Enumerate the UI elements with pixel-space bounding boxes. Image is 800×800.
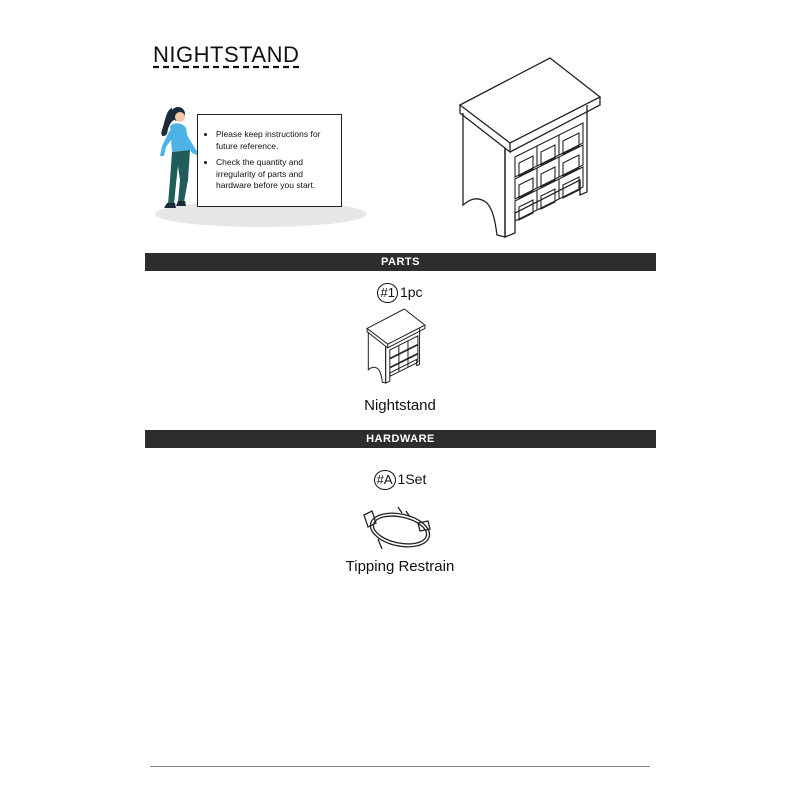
hardware-count-line [0, 470, 800, 490]
instructions-notice [197, 114, 342, 207]
hardware-id-badge: #A [374, 470, 396, 490]
part-id-badge: #1 [377, 283, 397, 303]
nightstand-part-drawing [365, 306, 427, 386]
hardware-name: Tipping Restrain [345, 558, 455, 575]
hardware-quantity: 1Set [397, 471, 427, 487]
nightstand-hero-drawing [455, 55, 605, 240]
footer-divider [150, 766, 650, 767]
page-title: NIGHTSTAND [153, 42, 300, 67]
parts-section-header: PARTS [145, 253, 656, 271]
part-quantity: 1pc [399, 284, 423, 300]
hardware-section-header: HARDWARE [145, 430, 656, 448]
part-name: Nightstand [364, 397, 436, 414]
part-count-line [0, 283, 800, 303]
notice-item: • Check the quantity and irregularity of parts and hardware before you start. [216, 157, 333, 192]
tipping-restraint-drawing [358, 503, 438, 553]
notice-item: • Please keep instructions for future reference. [216, 129, 333, 152]
